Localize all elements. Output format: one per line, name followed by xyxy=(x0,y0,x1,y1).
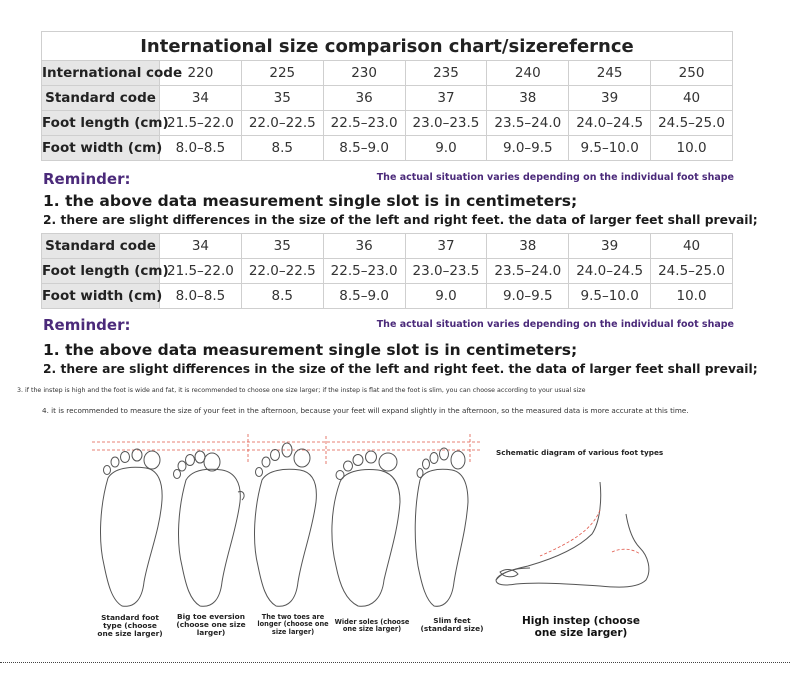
table-cell: 38 xyxy=(487,86,569,111)
caption-standard-foot xyxy=(92,614,168,638)
row-header-international-code: International code xyxy=(42,61,160,86)
table-cell: 10.0 xyxy=(651,284,733,309)
reminder-title: Reminder: xyxy=(43,170,131,188)
reminder-note: The actual situation varies depending on the individual foot shape xyxy=(376,172,734,183)
table-cell: 9.0 xyxy=(405,136,487,161)
caption-line: longer (choose one xyxy=(257,620,329,629)
reminder-line-2: 2. there are slight differences in the size of the left and right feet. the data of larger feet shall prevail; xyxy=(43,213,758,227)
table-row xyxy=(42,136,733,161)
table-row xyxy=(42,234,733,259)
table-cell: 21.5–22.0 xyxy=(160,259,242,284)
row-header-foot-length: Foot length (cm) xyxy=(42,259,160,284)
table-cell: 23.0–23.5 xyxy=(405,111,487,136)
table-cell: 40 xyxy=(651,86,733,111)
table-cell: 10.0 xyxy=(651,136,733,161)
caption-line: size larger) xyxy=(271,627,315,636)
table-cell: 22.5–23.0 xyxy=(323,111,405,136)
table-cell: 21.5–22.0 xyxy=(160,111,242,136)
table-row xyxy=(42,111,733,136)
row-header-standard-code: Standard code xyxy=(42,86,160,111)
table-cell: 8.0–8.5 xyxy=(160,136,242,161)
tip-3: 3. if the instep is high and the foot is wide and fat, it is recommended to choose one size larger; if the instep is flat and the foot is slim, you can choose according to your usual size xyxy=(17,387,586,394)
table-cell: 37 xyxy=(405,86,487,111)
caption-line: High instep (choose xyxy=(522,615,640,627)
row-header-foot-width: Foot width (cm) xyxy=(42,136,160,161)
big-toe-eversion-foot-outline xyxy=(174,451,245,606)
row-header-foot-length: Foot length (cm) xyxy=(42,111,160,136)
table-cell: 9.5–10.0 xyxy=(569,284,651,309)
table-cell: 22.5–23.0 xyxy=(323,259,405,284)
table-cell: 35 xyxy=(241,86,323,111)
table-cell: 22.0–22.5 xyxy=(241,259,323,284)
table-cell: 24.5–25.0 xyxy=(651,259,733,284)
table-cell: 250 xyxy=(651,61,733,86)
caption-line: Slim feet xyxy=(433,616,471,625)
caption-line: Wider soles (choose xyxy=(334,618,410,626)
table-cell: 225 xyxy=(241,61,323,86)
caption-line: type (choose xyxy=(103,621,157,631)
table-cell: 35 xyxy=(241,234,323,259)
row-header-standard-code: Standard code xyxy=(42,234,160,259)
table-cell: 40 xyxy=(651,234,733,259)
schematic-title: Schematic diagram of various foot types xyxy=(496,448,664,457)
table-cell: 23.0–23.5 xyxy=(405,259,487,284)
table-cell: 8.5–9.0 xyxy=(323,136,405,161)
caption-line: (standard size) xyxy=(420,624,484,634)
caption-line: one size larger) xyxy=(534,627,628,640)
table-cell: 8.5 xyxy=(241,284,323,309)
table-cell: 39 xyxy=(569,86,651,111)
table-row xyxy=(42,284,733,309)
table-cell: 34 xyxy=(160,86,242,111)
table-cell: 23.5–24.0 xyxy=(487,259,569,284)
table-cell: 9.5–10.0 xyxy=(569,136,651,161)
caption-two-toes-longer xyxy=(254,614,332,636)
table-cell: 220 xyxy=(160,61,242,86)
high-instep-foot-outline xyxy=(496,482,649,587)
caption-line: one size larger) xyxy=(342,625,402,634)
table-cell: 235 xyxy=(405,61,487,86)
table-cell: 36 xyxy=(323,234,405,259)
measurement-guide-lines xyxy=(92,434,480,464)
table-cell: 23.5–24.0 xyxy=(487,111,569,136)
table-cell: 38 xyxy=(487,234,569,259)
caption-line: Standard foot xyxy=(101,613,159,622)
caption-line: (choose one size xyxy=(176,620,246,630)
table-row xyxy=(42,259,733,284)
table-cell: 34 xyxy=(160,234,242,259)
size-comparison-table xyxy=(41,31,733,161)
table-cell: 24.5–25.0 xyxy=(651,111,733,136)
reminder-title: Reminder: xyxy=(43,316,131,334)
table-cell: 9.0–9.5 xyxy=(487,136,569,161)
caption-line: larger) xyxy=(196,628,226,638)
table-title: International size comparison chart/sizerefernce xyxy=(42,32,733,61)
table-cell: 36 xyxy=(323,86,405,111)
table-cell: 9.0 xyxy=(405,284,487,309)
tip-4: 4. it is recommended to measure the size of your feet in the afternoon, because your feet will expand slightly in the afternoon, so the measured data is more accurate at this time. xyxy=(42,406,689,415)
wider-soles-foot-outline xyxy=(332,451,400,606)
table-cell: 230 xyxy=(323,61,405,86)
table-cell: 37 xyxy=(405,234,487,259)
two-toes-longer-foot-outline xyxy=(255,443,317,606)
caption-high-instep xyxy=(512,615,650,639)
caption-line: one size larger) xyxy=(97,629,163,639)
bottom-divider xyxy=(0,662,790,663)
table-cell: 8.5 xyxy=(241,136,323,161)
size-table-secondary xyxy=(41,233,733,309)
table-cell: 9.0–9.5 xyxy=(487,284,569,309)
reminder-note: The actual situation varies depending on the individual foot shape xyxy=(376,319,734,330)
table-cell: 8.0–8.5 xyxy=(160,284,242,309)
caption-slim-feet xyxy=(414,617,490,633)
table-row xyxy=(42,61,733,86)
reminder-line-2: 2. there are slight differences in the size of the left and right feet. the data of larger feet shall prevail; xyxy=(43,362,758,376)
caption-big-toe-eversion xyxy=(172,613,250,637)
table-cell: 245 xyxy=(569,61,651,86)
caption-line: Big toe eversion xyxy=(177,612,245,621)
caption-wider-soles xyxy=(332,619,412,634)
table-row xyxy=(42,86,733,111)
reminder-line-1: 1. the above data measurement single slot is in centimeters; xyxy=(43,341,578,359)
slim-foot-outline xyxy=(415,448,468,606)
table-cell: 22.0–22.5 xyxy=(241,111,323,136)
table-cell: 24.0–24.5 xyxy=(569,111,651,136)
caption-line: The two toes are xyxy=(261,613,325,621)
table-cell: 8.5–9.0 xyxy=(323,284,405,309)
table-cell: 240 xyxy=(487,61,569,86)
row-header-foot-width: Foot width (cm) xyxy=(42,284,160,309)
table-cell: 24.0–24.5 xyxy=(569,259,651,284)
reminder-line-1: 1. the above data measurement single slot is in centimeters; xyxy=(43,192,578,210)
standard-foot-outline xyxy=(101,449,163,606)
table-cell: 39 xyxy=(569,234,651,259)
